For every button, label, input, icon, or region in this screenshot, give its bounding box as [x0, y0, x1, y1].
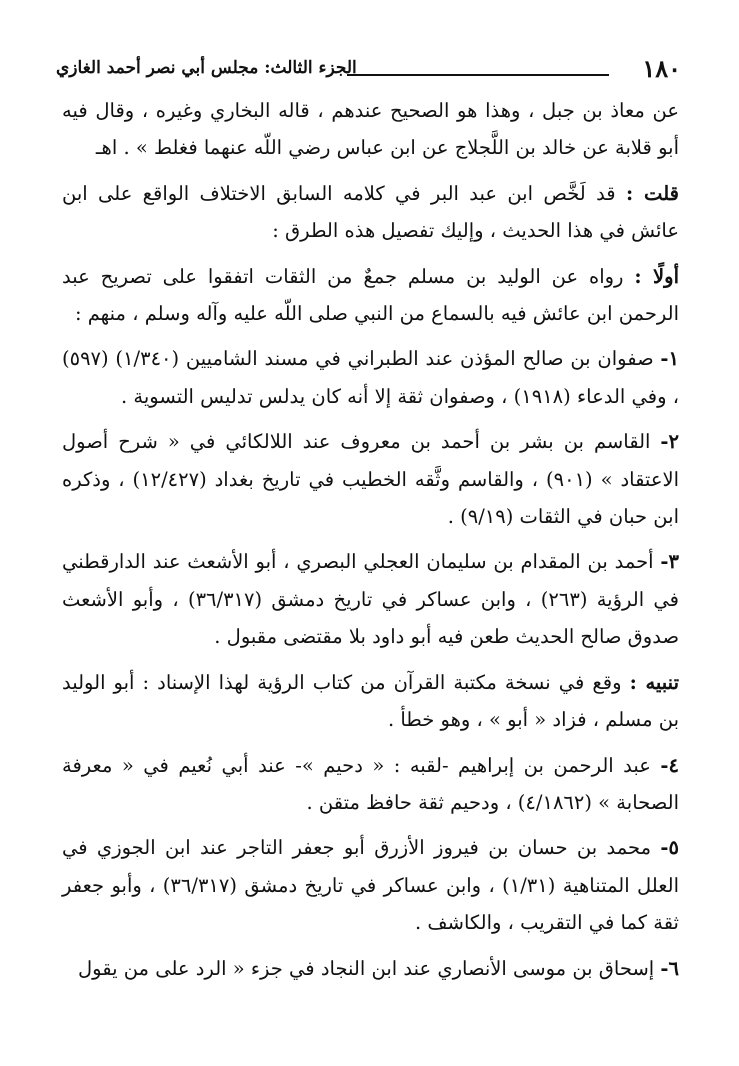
note-text: وقع في نسخة مكتبة القرآن من كتاب الرؤية لهذا الإسناد : أبو الوليد بن مسلم ، فزاد « أبو » ، وهو خطأ .: [62, 670, 679, 732]
list-item: [62, 950, 679, 987]
paragraph-lead: قلت :: [625, 181, 679, 205]
list-item-text: صفوان بن صالح المؤذن عند الطبراني في مسند الشاميين (١/٣٤٠) (٥٩٧) ، وفي الدعاء (١٩١٨) ، وصفوان ثقة إلا أنه كان يدلس تدليس التسوية .: [62, 347, 679, 408]
list-item: [62, 747, 679, 822]
list-item-text: إسحاق بن موسى الأنصاري عند ابن النجاد في جزء « الرد على من يقول: [77, 956, 661, 980]
header-rule: [347, 74, 609, 76]
list-item-number: ٣-: [660, 550, 679, 574]
page-header: [56, 48, 681, 88]
list-item-number: ١-: [660, 347, 679, 371]
paragraph-text: رواه عن الوليد بن مسلم جمعٌ من الثقات اتفقوا على تصريح عبد الرحمن ابن عائش فيه بالسماع من النبي صلى اللّه عليه وآله وسلم ، منهم :: [62, 264, 679, 326]
list-item-number: ٦-: [660, 956, 679, 980]
list-item-number: ٤-: [660, 753, 679, 777]
paragraph-lead: أولًا :: [634, 264, 679, 288]
list-item-number: ٥-: [660, 836, 679, 860]
note-label: تنبيه :: [629, 670, 679, 694]
list-item-text: أحمد بن المقدام بن سليمان العجلي البصري ، أبو الأشعث عند الدارقطني في الرؤية (٢٦٣) ، وابن عساكر في تاريخ دمشق (٣٦/٣١٧) ، وأبو الأشعث صدوق صالح الحديث طعن فيه أبو داود بلا مقتضى مقبول .: [62, 550, 680, 649]
paragraph: [62, 92, 679, 167]
paragraph-text: قد لَخَّص ابن عبد البر في كلامه السابق الاختلاف الواقع على ابن عائش في هذا الحديث ، وإليك تفصيل هذه الطرق :: [62, 181, 679, 243]
list-item-number: ٢-: [660, 430, 679, 454]
note-paragraph: [62, 664, 679, 739]
list-item: [62, 423, 679, 535]
list-item-text: محمد بن حسان بن فيروز الأزرق أبو جعفر التاجر عند ابن الجوزي في العلل المتناهية (١/٣١) ، وابن عساكر في تاريخ دمشق (٣٦/٣١٧) ، وأبو جعفر ثقة كما في التقريب ، والكاشف .: [62, 836, 680, 935]
list-item: [62, 340, 679, 415]
paragraph: [62, 258, 679, 333]
list-item: [62, 543, 679, 655]
list-item-text: عبد الرحمن بن إبراهيم -لقبه : « دحيم »- عند أبي نُعيم في « معرفة الصحابة » (٤/١٨٦٢) ، ودحيم ثقة حافظ متقن .: [62, 753, 679, 814]
list-item-text: القاسم بن بشر بن أحمد بن معروف عند اللالكائي في « شرح أصول الاعتقاد » (٩٠١) ، والقاسم وثَّقه الخطيب في تاريخ بغداد (١٢/٤٢٧) ، وذكره ابن حبان في الثقات (٩/١٩) .: [62, 430, 679, 529]
page-number: ١٨٠: [642, 54, 681, 83]
list-item: [62, 829, 679, 941]
page-body: [62, 92, 679, 987]
paragraph-text: عن معاذ بن جبل ، وهذا هو الصحيح عندهم ، قاله البخاري وغيره ، وقال فيه أبو قلابة عن خالد بن اللَّجلاج عن ابن عباس رضي اللّه عنهما فغلط » . اهـ: [62, 99, 679, 160]
running-title: الجزء الثالث: مجلس أبي نصر أحمد الغازي: [56, 58, 357, 78]
paragraph: [62, 175, 679, 250]
